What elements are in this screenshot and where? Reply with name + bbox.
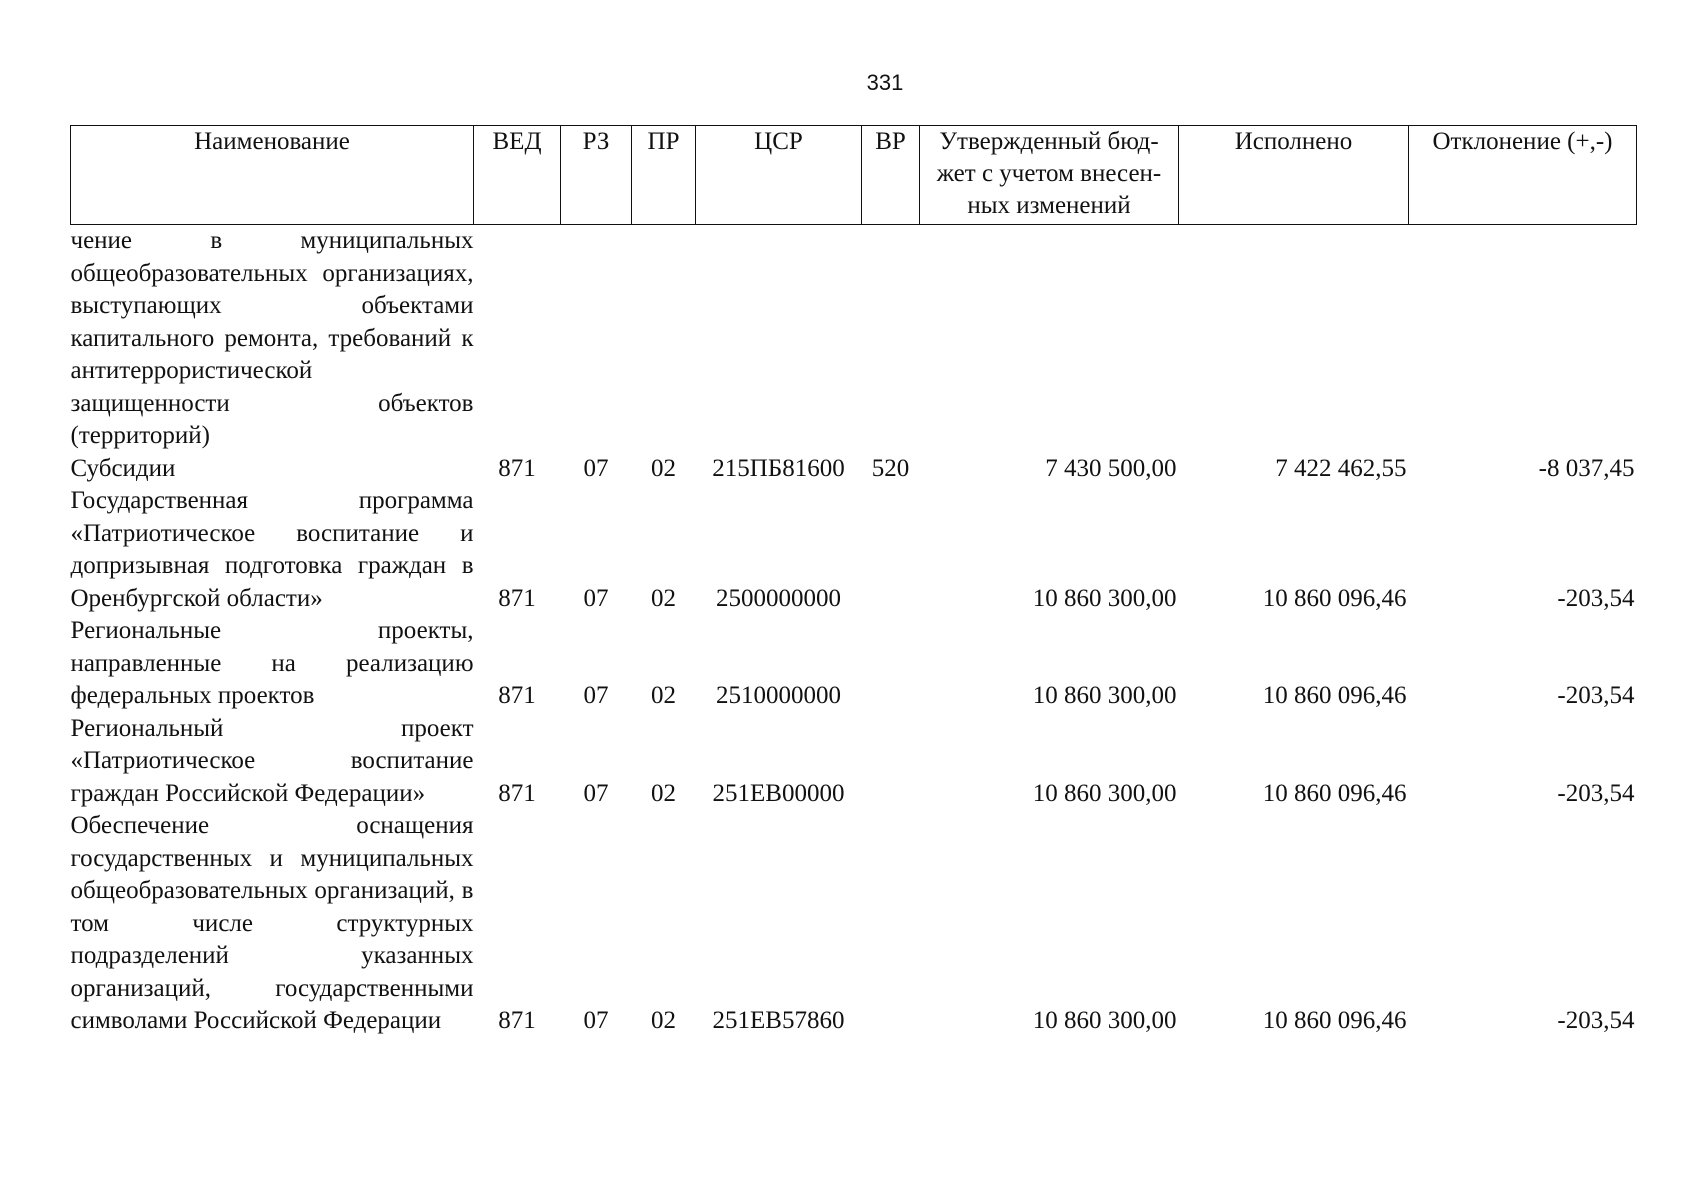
cell-ved xyxy=(474,225,561,453)
header-ved: ВЕД xyxy=(474,126,561,225)
header-executed: Исполнено xyxy=(1179,126,1409,225)
cell-pr: 02 xyxy=(651,584,676,612)
table-row xyxy=(71,485,1637,615)
cell-vr xyxy=(862,615,920,713)
budget-execution-table xyxy=(70,125,1637,1038)
cell-executed: 10 860 096,46 xyxy=(1262,682,1407,709)
cell-vr xyxy=(862,810,920,1038)
cell-ved: 871 xyxy=(498,454,536,482)
cell-name: Обеспечение оснащения государственных и муниципальных общеобразовательных организаций, в том числе структурных подразделений указанных организаций, государственными символами Российской Федерации xyxy=(70,812,474,1034)
header-pr: ПР xyxy=(632,126,696,225)
cell-name: Региональный проект «Патриотическое воспитание граждан Российской Федерации» xyxy=(70,714,474,807)
cell-pr xyxy=(632,225,696,453)
cell-rz: 07 xyxy=(583,779,609,807)
cell-pr: 02 xyxy=(651,779,676,807)
cell-vr: 520 xyxy=(871,454,910,482)
header-csr: ЦСР xyxy=(696,126,862,225)
table-header xyxy=(71,126,1637,225)
cell-ved: 871 xyxy=(498,1007,536,1034)
cell-csr: 2500000000 xyxy=(716,584,841,612)
cell-approved: 10 860 300,00 xyxy=(1032,584,1177,612)
cell-executed: 7 422 462,55 xyxy=(1275,454,1407,482)
header-deviation: Отклонение (+,-) xyxy=(1409,126,1637,225)
cell-csr: 251ЕВ00000 xyxy=(712,779,845,807)
header-rz: РЗ xyxy=(561,126,632,225)
cell-rz: 07 xyxy=(583,682,609,709)
header-vr: ВР xyxy=(862,126,920,225)
cell-name: Региональные проекты, направленные на реализацию федеральных проектов xyxy=(70,617,474,709)
cell-csr: 215ПБ81600 xyxy=(712,454,845,482)
cell-ved: 871 xyxy=(498,584,536,612)
page-number: 331 xyxy=(866,70,904,95)
cell-ved: 871 xyxy=(498,682,536,709)
cell-deviation: -203,54 xyxy=(1557,682,1635,709)
table-row xyxy=(71,225,1637,453)
table-body xyxy=(71,225,1637,1038)
cell-pr: 02 xyxy=(651,682,676,709)
cell-ved: 871 xyxy=(498,779,536,807)
cell-vr xyxy=(862,485,920,615)
table-row xyxy=(71,615,1637,713)
cell-deviation xyxy=(1409,225,1637,453)
cell-deviation: -203,54 xyxy=(1557,584,1635,612)
cell-approved xyxy=(920,225,1179,453)
cell-csr: 2510000000 xyxy=(716,682,841,709)
cell-rz: 07 xyxy=(583,1007,609,1034)
header-approved-budget: Утвержденный бюд-жет с учетом внесен-ных изменений xyxy=(920,126,1179,225)
cell-executed: 10 860 096,46 xyxy=(1262,779,1407,807)
cell-pr: 02 xyxy=(651,454,676,482)
table-row xyxy=(71,810,1637,1038)
table-row xyxy=(71,713,1637,811)
cell-vr xyxy=(862,225,920,453)
cell-csr xyxy=(696,225,862,453)
cell-rz: 07 xyxy=(583,584,609,612)
header-row xyxy=(71,126,1637,225)
cell-executed xyxy=(1179,225,1409,453)
cell-approved: 10 860 300,00 xyxy=(1032,779,1177,807)
cell-vr xyxy=(862,713,920,811)
table-row xyxy=(71,453,1637,486)
cell-approved: 7 430 500,00 xyxy=(1045,454,1177,482)
cell-name: Государственная программа «Патриотическое воспитание и допризывная подготовка граждан в Оренбургской области» xyxy=(70,487,474,612)
cell-deviation: -203,54 xyxy=(1557,779,1635,807)
cell-csr: 251ЕВ57860 xyxy=(712,1007,845,1034)
cell-name: чение в муниципальных общеобразовательных организациях, выступающих объектами капитального ремонта, требований к антитеррористической защищенности объектов (территорий) xyxy=(70,227,474,449)
cell-executed: 10 860 096,46 xyxy=(1262,1007,1407,1034)
cell-pr: 02 xyxy=(651,1007,676,1034)
cell-approved: 10 860 300,00 xyxy=(1032,682,1177,709)
cell-rz: 07 xyxy=(583,454,609,482)
header-name: Наименование xyxy=(71,126,474,225)
cell-deviation: -8 037,45 xyxy=(1538,454,1635,482)
cell-deviation: -203,54 xyxy=(1557,1007,1635,1034)
cell-rz xyxy=(561,225,632,453)
cell-approved: 10 860 300,00 xyxy=(1032,1007,1177,1034)
cell-executed: 10 860 096,46 xyxy=(1262,584,1407,612)
cell-name: Субсидии xyxy=(70,454,176,482)
